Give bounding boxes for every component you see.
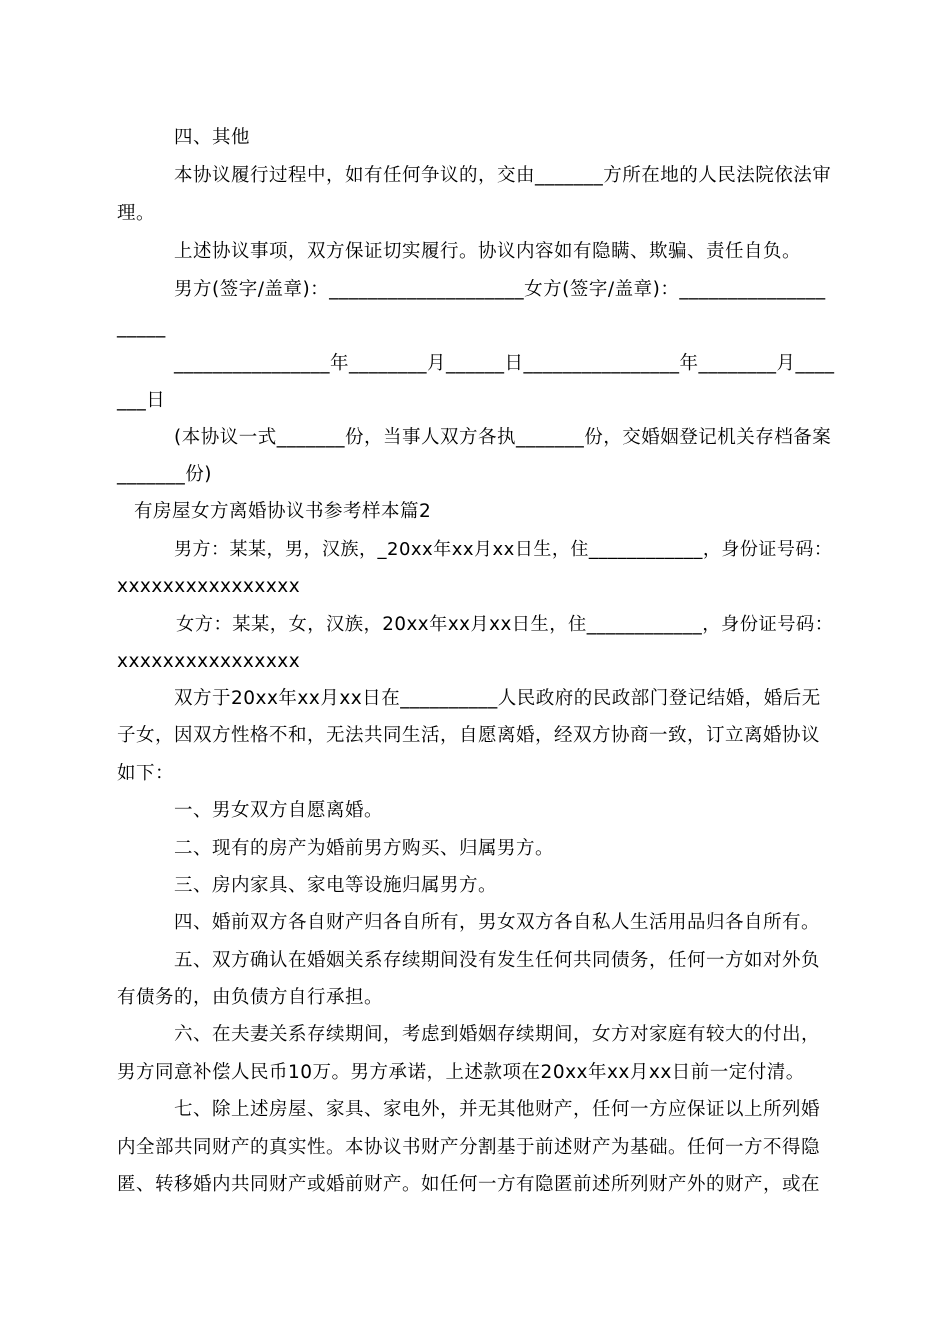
section-heading-other: 四、其他 — [174, 127, 251, 148]
text-line: 理。 — [117, 203, 156, 224]
party-female: 女方：某某，女，汉族，20xx年xx月xx日生，住____________，身份证号码： — [176, 614, 834, 635]
text-line: 上述协议事项，双方保证切实履行。协议内容如有隐瞒、欺骗、责任自负。 — [174, 241, 802, 262]
clause-6-cont: 男方同意补偿人民币10万。男方承诺，上述款项在20xx年xx月xx日前一定付清。 — [117, 1062, 805, 1083]
clause-2: 二、现有的房产为婚前男方购买、归属男方。 — [174, 838, 555, 859]
signature-line-cont: _____ — [117, 317, 166, 338]
party-male-id: xxxxxxxxxxxxxxxx — [117, 576, 301, 597]
date-line-cont: ___日 — [117, 390, 166, 411]
clause-7-cont: 内全部共同财产的真实性。本协议书财产分割基于前述财产为基础。任何一方不得隐 — [117, 1137, 821, 1158]
signature-line: 男方(签字/盖章)：____________________女方(签字/盖章)：_______________ — [174, 279, 826, 300]
clause-7-cont: 匿、转移婚内共同财产或婚前财产。如任何一方有隐匿前述所列财产外的财产，或在 — [117, 1174, 821, 1195]
clause-1: 一、男女双方自愿离婚。 — [174, 800, 384, 821]
clause-4: 四、婚前双方各自财产归各自所有，男女双方各自私人生活用品归各自所有。 — [174, 912, 821, 933]
clause-3: 三、房内家具、家电等设施归属男方。 — [174, 875, 498, 896]
text-line: 双方于20xx年xx月xx日在__________人民政府的民政部门登记结婚，婚后无 — [174, 688, 821, 709]
copies-note: (本协议一式_______份，当事人双方各执_______份，交婚姻登记机关存档备案 — [174, 427, 832, 448]
date-line: ________________年________月______日________________年________月____ — [174, 353, 835, 374]
clause-5-cont: 有债务的，由负债方自行承担。 — [117, 987, 384, 1008]
article-title: 有房屋女方离婚协议书参考样本篇2 — [134, 501, 432, 522]
copies-note-cont: _______份) — [117, 464, 212, 485]
party-male: 男方：某某，男，汉族，_20xx年xx月xx日生，住____________，身份证号码： — [174, 539, 833, 560]
party-female-id: xxxxxxxxxxxxxxxx — [117, 651, 301, 672]
text-line: 本协议履行过程中，如有任何争议的，交由_______方所在地的人民法院依法审 — [174, 165, 832, 186]
clause-7: 七、除上述房屋、家具、家电外，并无其他财产，任何一方应保证以上所列婚 — [174, 1099, 821, 1120]
text-line: 如下： — [117, 763, 175, 784]
clause-5: 五、双方确认在婚姻关系存续期间没有发生任何共同债务，任何一方如对外负 — [174, 950, 821, 971]
text-line: 子女，因双方性格不和，无法共同生活，自愿离婚，经双方协商一致，订立离婚协议 — [117, 725, 821, 746]
clause-6: 六、在夫妻关系存续期间，考虑到婚姻存续期间，女方对家庭有较大的付出， — [174, 1024, 821, 1045]
